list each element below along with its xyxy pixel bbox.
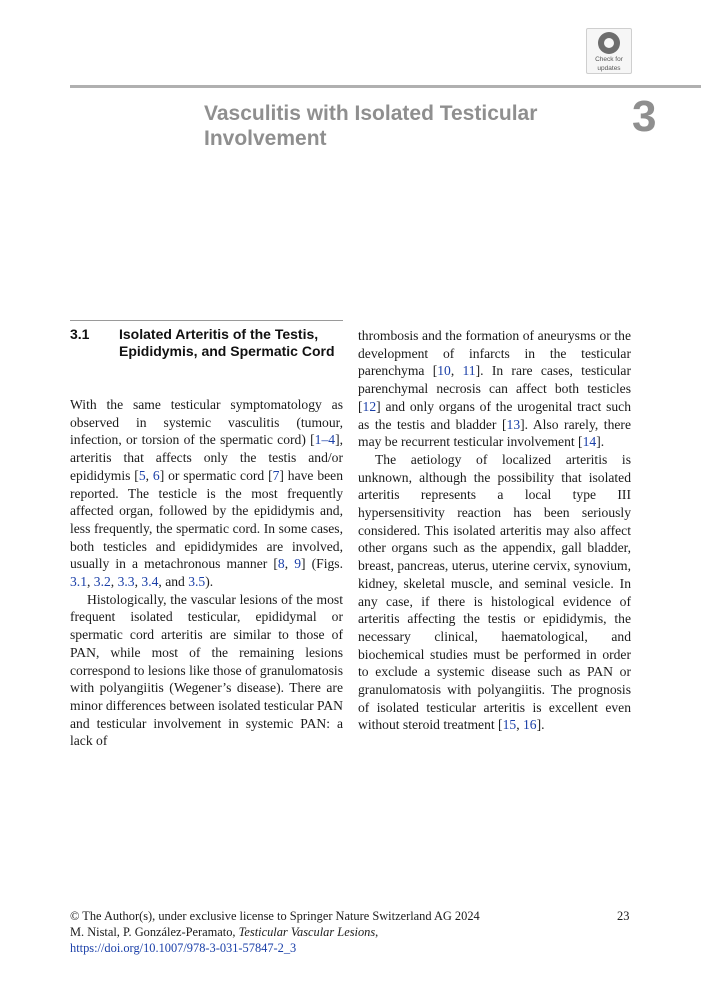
reference-link[interactable]: 5 <box>138 467 146 483</box>
reference-link[interactable]: 3.2 <box>93 574 111 590</box>
page-number: 23 <box>617 909 630 923</box>
chapter-number: 3 <box>632 92 657 141</box>
badge-line-2: updates <box>597 65 621 72</box>
section-heading <box>70 326 343 360</box>
right-column <box>358 327 631 734</box>
check-for-updates-badge[interactable] <box>586 28 632 74</box>
paragraph: Histologically, the vascular lesions of the most frequent isolated testicular, epididymal or spermatic cord arteritis are similar to those of PAN, while most of the remaining lesions correspond to lesions like those of granulomatosis with polyangiitis (Wegener’s disease). There are minor differences between isolated testicular PAN and testicular involvement in systemic PAN: a lack of <box>70 591 343 749</box>
section-number: 3.1 <box>70 326 90 342</box>
paragraph: The aetiology of localized arteritis is unknown, although the possibility that isolated arteritis represents a local type III hypersensitivity reaction has been seriously considered. This isolated arteritis may also affect other organs such as the appendix, gall bladder, breast, pancreas, uterus, uterine cervix, synovium, kidney, skeletal muscle, and seminal vesicle. In any case, if there is histological evidence of arteritis affecting the testis or epididymis, the necessary clinical, haematological, and biochemical studies must be performed in order to exclude a systemic disease such as PAN or granulomatosis with polyangiitis. The prognosis of isolated testicular arteritis is excellent even without steroid treatment [15, 16]. <box>358 451 631 733</box>
reference-link[interactable]: 1–4 <box>314 432 336 448</box>
chapter-title: Vasculitis with Isolated Testicular Involvement <box>204 102 538 150</box>
citation-punct: , <box>375 925 379 939</box>
check-for-updates-icon <box>598 32 620 54</box>
reference-link[interactable]: 10 <box>437 363 451 379</box>
reference-link[interactable]: 7 <box>272 467 280 483</box>
section-rule <box>70 320 343 321</box>
reference-link[interactable]: 14 <box>582 434 597 450</box>
reference-link[interactable]: 8 <box>277 556 285 572</box>
chapter-rule <box>70 85 701 88</box>
reference-link[interactable]: 3.1 <box>70 574 87 590</box>
copyright-line: © The Author(s), under exclusive license to Springer Nature Switzerland AG 2024 <box>70 909 480 923</box>
citation-line <box>70 924 630 940</box>
footer <box>70 908 630 956</box>
reference-link[interactable]: 3.5 <box>188 574 206 590</box>
doi-link[interactable]: https://doi.org/10.1007/978-3-031-57847-2_3 <box>70 941 297 955</box>
reference-link[interactable]: 3.4 <box>141 574 159 590</box>
section-title: Isolated Arteritis of the Testis, Epididymis, and Spermatic Cord <box>119 326 335 359</box>
reference-link[interactable]: 15 <box>502 717 517 733</box>
paragraph: With the same testicular symptomatology as observed in systemic vasculitis (tumour, infection, or torsion of the spermatic cord) [1–4], arteritis that affects only the testis and/or epididymis [5, 6] or spermatic cord [7] have been reported. The testicle is the most frequently affected organ, followed by the epididymis and, less frequently, the spermatic cord. In some cases, both testicles and epididymides are involved, usually in a metachronous manner [8, 9] (Figs. 3.1, 3.2, 3.3, 3.4, and 3.5). <box>70 397 343 590</box>
book-title: Testicular Vascular Lesions <box>238 925 376 939</box>
reference-link[interactable]: 16 <box>522 717 537 733</box>
reference-link[interactable]: 6 <box>152 467 160 483</box>
left-column <box>70 396 343 750</box>
reference-link[interactable]: 13 <box>506 416 521 432</box>
paragraph: thrombosis and the formation of aneurysms or the development of infarcts in the testicular parenchyma [10, 11]. In rare cases, testicular parenchymal necrosis can affect both testicles [12] and only organs of the urogenital tract such as the testis and bladder [13]. Also rarely, there may be recurrent testicular involvement [14]. <box>358 328 631 450</box>
authors: M. Nistal, P. González-Peramato, <box>70 925 239 939</box>
reference-link[interactable]: 3.3 <box>117 574 135 590</box>
reference-link[interactable]: 11 <box>462 363 476 379</box>
reference-link[interactable]: 12 <box>362 398 377 414</box>
badge-line-1: Check for <box>595 56 623 63</box>
reference-link[interactable]: 9 <box>294 556 302 572</box>
